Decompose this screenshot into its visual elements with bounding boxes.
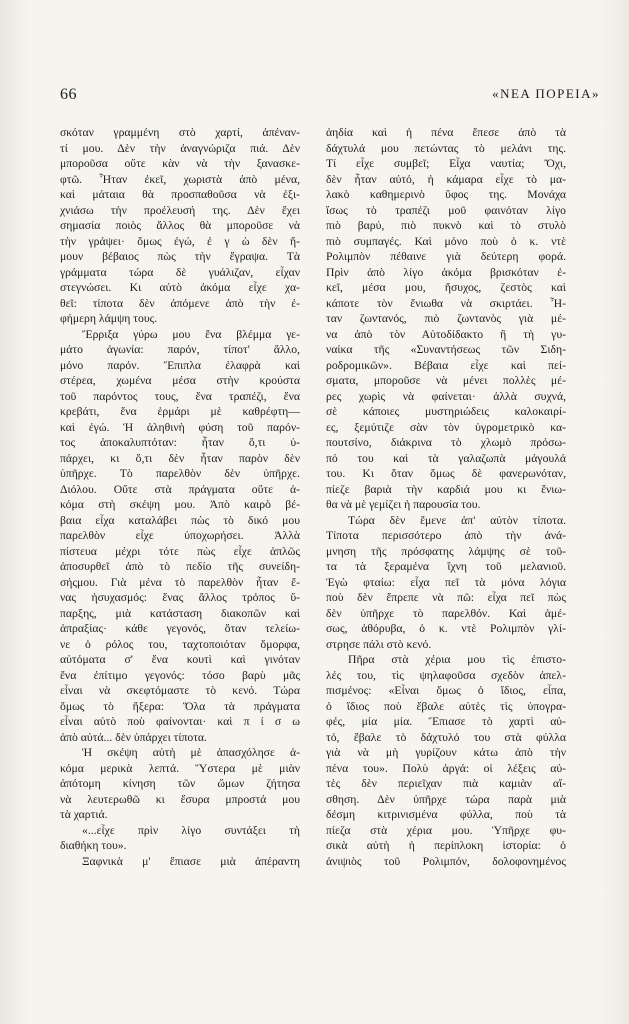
right-column-text-line: πένα του». Πολὺ ἀργά: οἱ λέξεις αὐ- xyxy=(326,761,566,775)
left-column-text-line: μόνο παρόν. Ἔπιπλα ἐλαφρὰ καὶ xyxy=(60,358,300,372)
right-column-text-line: γιὰ νὰ μὴ γυρίζουν κάτω ἀπὸ τὴν xyxy=(326,746,566,759)
right-column-text-line: ρες χωρὶς νὰ φαίνεται· ἀλλὰ συχνά, xyxy=(326,389,566,403)
left-column-text-line: θεῖ: τίποτα δὲν ἀπόμενε ἀπὸ τὴν ἐ- xyxy=(60,296,300,310)
right-column-text-line: του. Κι ὅταν ὅμως δὲ φανερωνόταν, xyxy=(326,467,566,480)
right-column-text-line: σθηση. Δὲν ὑπῆρχε τώρα παρὰ μιὰ xyxy=(326,792,566,806)
right-column-text-line: λακὸ καθημερινὸ ὕφος της. Μονάχα xyxy=(326,188,566,201)
right-column-text-line: πουτσίνο, διάκρινα τὸ χλωμὸ πρόσω- xyxy=(326,436,566,449)
right-column-text-line: μνηση τῆς πρόσφατης λάμψης σὲ τοῦ- xyxy=(326,544,566,558)
running-head: «ΝΕΑ ΠΟΡΕΙΑ» xyxy=(492,86,600,101)
right-column-text-line: δὲν ὑπῆρχε τὸ παρελθόν. Καὶ ἀμέ- xyxy=(326,606,566,620)
left-column-text-line: φτῶ. Ἦταν ἐκεῖ, χωριστὰ ἀπὸ μένα, xyxy=(60,172,300,186)
left-column-text-line: φήμερη λάμψη τους. xyxy=(60,312,158,325)
left-column-text-line: ἀπότομη κίνηση τῶν ὤμων ζήτησα xyxy=(60,777,300,790)
right-column-text-line: κεῖ, μέσα μου, ἥσυχος, ζεστὸς καὶ xyxy=(326,281,566,294)
left-column-text-line: καὶ ἐγώ. Ἡ ἀληθινὴ φύση τοῦ παρόν- xyxy=(60,420,300,434)
left-column-text-line: καὶ μάταια θὰ προσπαθοῦσα νὰ ἐξι- xyxy=(60,188,300,201)
page-header xyxy=(60,86,600,108)
left-column-text-line: νὰ λευτερωθῶ κι ἔσυρα μπροστά μου xyxy=(60,792,300,806)
right-column-text-line: Πῆρα στὰ χέρια μου τὶς ἐπιστο- xyxy=(348,653,566,666)
left-column-text-line: Ἔρριξα γύρω μου ἕνα βλέμμα γε- xyxy=(82,327,300,341)
right-column-text-line: σὲ κάποιες μυστηριώδεις καλοκαιρί- xyxy=(326,405,566,418)
right-column-text-line: τα τὰ ξεραμένα ἴχνη τοῦ μελανιοῦ. xyxy=(326,560,566,573)
left-column-text-line: ἀπραξίας· κάθε γεγονός, ὅταν τελείω- xyxy=(60,622,300,635)
left-column-text-line: κρεβάτι, ἕνα ἑρμάρι μὲ καθρέφτη— xyxy=(60,405,300,418)
right-column-text-line: Ρολιμπὸν πέθαινε γιὰ δεύτερη φορά. xyxy=(326,250,566,263)
right-column-text-line: δέσμη κιτρινισμένα φύλλα, ποὺ τὰ xyxy=(326,808,566,821)
left-column-text-line: τὰ χαρτιά. xyxy=(60,808,108,821)
left-column-text-line: Διόλου. Οὔτε στὰ πράγματα οὔτε ἀ- xyxy=(60,482,300,496)
left-column-text-line: ἕνα ἐπίτιμο γεγονός: τόσο βαρὺ μᾶς xyxy=(60,668,300,682)
left-column-text-line: τος ἀποκαλυπτόταν: ἦταν ὅ,τι ὑ- xyxy=(60,436,300,449)
left-column-text-line: τὴν γράψει· ὅμως ἐγώ, ἐ γ ὼ δὲν ἤ- xyxy=(60,234,300,248)
right-column-text-line: δὲν ἦταν αὐτό, ἡ κάμαρα εἶχε τὸ μα- xyxy=(326,172,566,186)
left-column-text-line: παρελθὸν εἶχε ὑποχωρήσει. Ἀλλὰ xyxy=(60,529,300,542)
right-column-text-line: φές, μία μία. Ἔπιασε τὸ χαρτὶ αὐ- xyxy=(326,715,566,728)
left-column-text-line: βαια εἶχα καταλάβει πὼς τὸ δικό μου xyxy=(60,513,300,527)
left-column-text-line: ὅμως τὸ ἤξερα: Ὅλα τὰ πράγματα xyxy=(60,699,300,713)
right-column-text-line: πίεζε βαριὰ τὴν καρδιά μου κι ἔνιω- xyxy=(326,482,566,496)
right-column-text-line: τὲς δὲν περιεῖχαν πιὰ καμιὰν αἴ- xyxy=(326,777,566,790)
right-column-text-line: ναίκα τῆς «Συναντήσεως τῶν Σιδη- xyxy=(326,343,566,356)
right-column-text-line: ἴσως τὸ τραπέζι μοῦ φαινόταν λίγο xyxy=(326,203,566,217)
left-column-text-line: πίστευα μέχρι τότε πὼς εἶχε ἁπλῶς xyxy=(60,544,300,558)
left-column-text-line: εἶναι αὐτὸ ποὺ φαίνονται· καὶ π ί σ ω xyxy=(60,715,300,728)
left-column-text-line: κόμα στὴ σκέψη μου. Ἀπὸ καιρὸ βέ- xyxy=(60,498,300,511)
right-column-text-line: ταν ζωντανός, πιὸ ζωντανὸς γιὰ μέ- xyxy=(326,312,566,325)
left-column-text-line: παρξης, μιὰ κατάσταση διακοπῶν καὶ xyxy=(60,606,300,620)
left-column-text-line: ἀπὸ αὐτά... δὲν ὑπάρχει τίποτα. xyxy=(60,730,207,744)
right-column-text-line: σως, ἀθόρυβα, ὁ κ. ντὲ Ρολιμπὸν γλί- xyxy=(326,622,566,635)
right-column-text-line: στρησε πάλι στὸ κενό. xyxy=(326,637,432,651)
left-column-text-line: Ξαφνικὰ μ' ἔπιασε μιὰ ἀπέραντη xyxy=(82,854,300,868)
left-column-text-line: σκόταν γραμμένη στὸ χαρτί, ἀπέναν- xyxy=(60,126,300,139)
left-column-text-line: τοῦ παρόντος τους, ἕνα τραπέζι, ἕνα xyxy=(60,389,300,403)
right-column-text-line: Πρὶν ἀπὸ λίγο ἀκόμα βρισκόταν ἐ- xyxy=(326,265,566,279)
right-column-text-line: πίεζα στὰ χέρια μου. Ὑπῆρχε φυ- xyxy=(326,823,566,837)
right-column xyxy=(326,125,566,869)
right-column-text-line: πιὸ βαρύ, πιὸ πυκνὸ καὶ τὸ στυλὸ xyxy=(326,219,566,232)
left-column-text-line: Ἡ σκέψη αὐτὴ μὲ ἀπασχόλησε ἀ- xyxy=(82,746,300,759)
left-column-text-line: ὑπῆρχε. Τὸ παρελθὸν δὲν ὑπῆρχε. xyxy=(60,467,300,480)
right-column-text-line: ἀνιψιὸς τοῦ Ρολιμπόν, δολοφονημένος xyxy=(326,854,566,868)
right-column-text-line: σικὰ αὐτὴ ἡ περίπλοκη ἱστορία: ὁ xyxy=(326,839,566,852)
right-column-text-line: κάποτε τὸν ἔνιωθα νὰ σκιρτάει. Ἦ- xyxy=(326,296,566,310)
left-column-text-line: πάρχει, κι ὅ,τι δὲν ἦταν παρὸν δὲν xyxy=(60,451,300,465)
left-column-text-line: σημασία ποιὸς ἄλλος θὰ μποροῦσε νὰ xyxy=(60,219,300,232)
left-column-text-line: νας ἡσυχασμός: ἕνας ἄλλος τρόπος ὕ- xyxy=(60,591,300,604)
left-column-text-line: νε ὁ ρόλος του, ταχτοποιόταν ὅμορφα, xyxy=(60,637,300,651)
right-column-text-line: ὁ ἴδιος ποὺ ἔβαλε αὐτὲς τὶς ὑπογρα- xyxy=(326,699,566,713)
right-column-text-line: θα νὰ μὲ γεμίζει ἡ παρουσία του. xyxy=(326,498,481,511)
right-column-text-line: πισμένος: «Εἶναι ὅμως ὁ ἴδιος, εἶπα, xyxy=(326,684,566,697)
left-column-text-line: μουν βέβαιος πὼς τὴν ἔγραψα. Τὰ xyxy=(60,250,300,263)
left-column-text-line: αὐτόματα σ' ἕνα κουτὶ καὶ γινόταν xyxy=(60,653,300,666)
right-column-text-line: δάχτυλά μου πετώντας τὸ μελάνι της. xyxy=(326,141,566,155)
right-column-text-line: Τίποτα περισσότερο ἀπὸ τὴν ἀνά- xyxy=(326,529,566,542)
left-column-text-line: ἀποσυρθεῖ ἀπὸ τὸ πεδίο τῆς συνείδη- xyxy=(60,560,300,573)
left-column-text-line: μάτο ἀγωνία: παρόν, τίποτ' ἄλλο, xyxy=(60,343,300,356)
right-column-text-line: Τί εἶχε συμβεῖ; Εἶχα ναυτία; Ὄχι, xyxy=(326,157,566,170)
left-column xyxy=(60,125,300,869)
left-column-text-line: τί μου. Δὲν τὴν ἀναγνώριζα πιά. Δὲν xyxy=(60,141,300,155)
left-column-text-line: κόμα μερικὰ λεπτά. Ὕστερα μὲ μιὰν xyxy=(60,761,300,775)
left-column-text-line: σήςμου. Γιὰ μένα τὸ παρελθὸν ἦταν ἕ- xyxy=(60,575,300,589)
right-column-text-line: να ἀπὸ τὸν Αὐτοδίδακτο ἢ τὴ γυ- xyxy=(326,327,566,341)
left-column-text-line: μποροῦσα οὔτε κὰν νὰ τὴν ξανασκε- xyxy=(60,157,300,170)
right-column-text-line: τό, ἔβαλε τὸ δάχτυλό του στὰ φύλλα xyxy=(326,730,566,744)
right-column-text-line: ροδρομικῶν». Βέβαια εἶχε καὶ πεί- xyxy=(326,358,566,372)
left-column-text-line: «...εἶχε πρὶν λίγο συντάξει τὴ xyxy=(82,823,300,837)
right-column-text-line: ἀηδία καὶ ἡ πένα ἔπεσε ἀπὸ τὰ xyxy=(326,126,566,139)
right-column-text-line: πιὸ συμπαγές. Καὶ μόνο ποὺ ὁ κ. ντὲ xyxy=(326,234,566,248)
left-column-text-line: στέρεα, χωμένα μέσα στὴν κρούστα xyxy=(60,374,300,387)
right-column-text-line: ες, ξεμύτιζε σὰν τὸν ὑγρομετρικὸ κα- xyxy=(326,420,566,434)
left-column-text-line: διαθήκη του». xyxy=(60,839,127,852)
left-column-text-line: γράμματα τώρα δὲ γυάλιζαν, εἶχαν xyxy=(60,265,300,279)
right-column-text-line: ποὺ δὲν ἔπρεπε νὰ πῶ: εἶχα πεῖ πὼς xyxy=(326,591,566,604)
right-column-text-line: πό του καὶ τὰ γαλαζωπὰ μάγουλά xyxy=(326,451,566,465)
left-column-text-line: εἶναι νὰ σκεφτόμαστε τὸ κενό. Τώρα xyxy=(60,684,300,697)
right-column-text-line: Ἐγὼ φταίω: εἶχα πεῖ τὰ μόνα λόγια xyxy=(326,575,566,589)
page-number: 66 xyxy=(60,86,77,103)
left-column-text-line: στεγνώσει. Κι αὐτὸ ἀκόμα εἶχε χα- xyxy=(60,281,300,294)
right-column-text-line: λές του, τὶς ψηλαφοῦσα σχεδὸν ἀπελ- xyxy=(326,668,566,682)
right-column-text-line: Τώρα δὲν ἔμενε ἀπ' αὐτὸν τίποτα. xyxy=(348,513,566,527)
left-column-text-line: χνιάσω τὴν προέλευσή της. Δὲν ἔχει xyxy=(60,203,300,217)
right-column-text-line: σματα, μποροῦσε νὰ μένει πολλὲς μέ- xyxy=(326,374,566,387)
